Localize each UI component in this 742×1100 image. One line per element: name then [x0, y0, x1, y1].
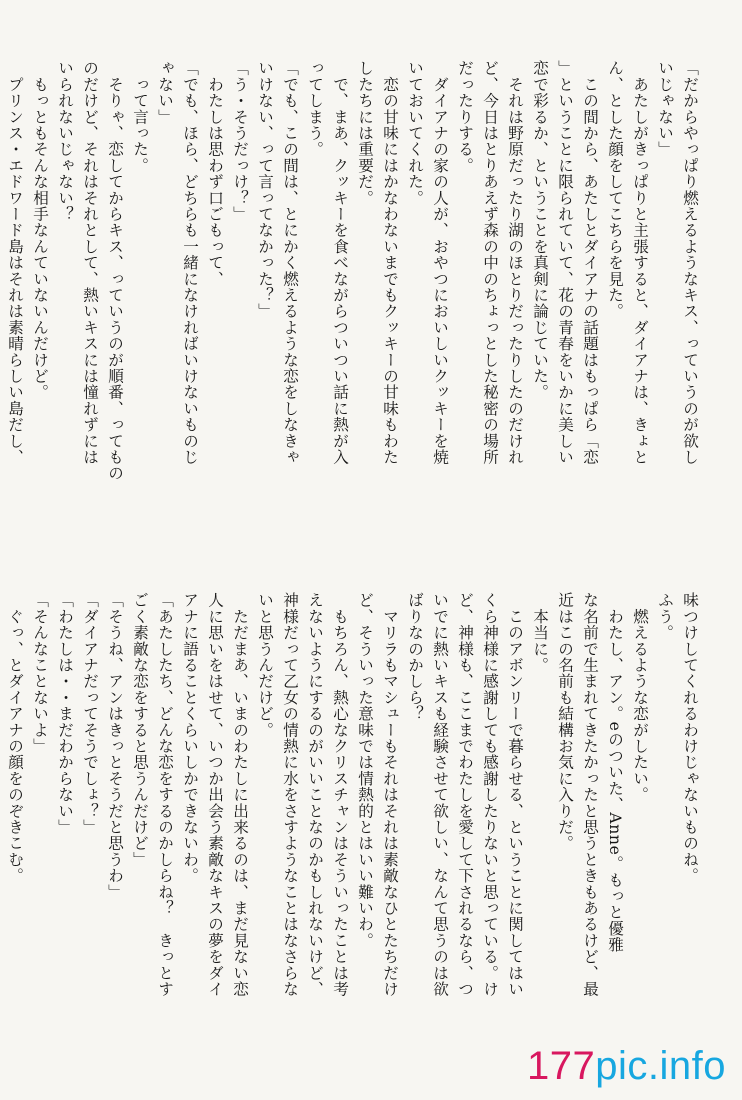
text-column: くら神様に感謝しても感謝したりないと思っている。け [481, 592, 499, 997]
text-column: 恋の甘味にはかなわないまでもクッキーの甘味もわた [381, 60, 399, 465]
text-column: 「そんなことないよ」 [31, 592, 49, 754]
watermark-domain: pic.info [595, 1044, 726, 1088]
text-column: ぐっ、とダイアナの顔をのぞきこむ。 [6, 592, 24, 884]
text-column: ごく素敵な恋をすると思うんだけど」 [131, 592, 149, 868]
text-column [0, 592, 2, 1007]
text-column: 本当に。 [531, 592, 549, 673]
text-column: 近はこの名前も結構お気に入りだ。 [556, 592, 574, 852]
text-column: 「あたしたち、どんな恋をするのかしらね？ きっとす [156, 592, 174, 997]
text-column: そりゃ、恋してからキス、っていうのが順番、ってもの [106, 60, 124, 482]
text-column: いじゃない」 [656, 60, 674, 158]
text-column: ど、そういった意味では情熱的とはいい難いわ。 [356, 592, 374, 949]
text-column: ダイアナの家の人が、おやつにおいしいクッキーを焼 [431, 60, 449, 465]
text-column: 「ダイアナだってそうでしょ？」 [81, 592, 99, 835]
text-column: ただまあ、いまのわたしに出来るのは、まだ見ない恋 [231, 592, 249, 997]
text-column: わたしは思わず口ごもって、 [206, 60, 224, 287]
text-column: だったりする。 [456, 60, 474, 174]
text-column: したちには重要だ。 [356, 60, 374, 206]
text-column: いておいてくれた。 [406, 60, 424, 206]
text-column: で、まあ、クッキーを食べながらついつい話に熱が入 [331, 60, 349, 465]
text-column: のだけど、それはそれとして、熱いキスには憧れずには [81, 60, 99, 465]
lower-text-block [6, 592, 702, 1007]
text-column: 「でも、この間は、とにかく燃えるような恋をしなきゃ [281, 60, 299, 465]
text-column: えないようにするのがいいことなのかもしれないけど、 [306, 592, 324, 997]
text-column: 燃えるような恋がしたい。 [631, 592, 649, 803]
text-column: ゃない」 [156, 60, 174, 125]
text-column: わたし、アン。eのついた、Anne。もっと優雅 [606, 592, 624, 953]
text-column: 「そうね、アンはきっとそうだと思うわ」 [106, 592, 124, 900]
text-column: いでに熱いキスも経験させて欲しい、なんて思うのは欲 [431, 592, 449, 997]
text-column: それは野原だったり湖のほとりだったりしたのだけれ [506, 60, 524, 465]
text-column: この間から、あたしとダイアナの話題はもっぱら「恋 [581, 60, 599, 465]
text-column: ど、神様も、ここまでわたしを愛して下されるなら、つ [456, 592, 474, 997]
text-column: 人に思いをはせて、いつか出会う素敵なキスの夢をダイ [206, 592, 224, 997]
text-column: ばりなのかしら？ [406, 592, 424, 722]
text-column: あたしがきっぱりと主張すると、ダイアナは、きょと [631, 60, 649, 465]
text-column: 」ということに限られていて、花の青春をいかに美しい [556, 60, 574, 465]
text-column: 神様だって乙女の情熱に水をさすようなことはなさらな [281, 592, 299, 997]
text-column [0, 60, 2, 510]
watermark-digits: 177 [527, 1044, 596, 1088]
text-column: 「わたしは・・まだわからない」 [56, 592, 74, 835]
text-column: もちろん、熱心なクリスチャンはそういったことは考 [331, 592, 349, 997]
text-column: 恋で彩るか、ということを真剣に論じていた。 [531, 60, 549, 401]
text-column: ふう。 [656, 592, 674, 641]
text-column: 「だからやっぱり燃えるようなキス、っていうのが欲し [681, 60, 699, 465]
text-column: って言った。 [131, 60, 149, 174]
text-column: もっともそんな相手なんていないんだけど。 [31, 60, 49, 401]
text-column: いと思うんだけど。 [256, 592, 274, 738]
text-column: アナに語ることくらいしかできないわ。 [181, 592, 199, 884]
text-column: このアボンリーで暮らせる、ということに関してはい [506, 592, 524, 997]
site-watermark [527, 1046, 726, 1086]
text-column: マリラもマシューもそれはそれは素敵なひとたちだけ [381, 592, 399, 997]
text-column: 「う・そうだっけ？」 [231, 60, 249, 222]
text-column: いられないじゃない？ [56, 60, 74, 222]
text-column: 「でも、ほら、どちらも一緒になければいけないものじ [181, 60, 199, 465]
upper-text-block [6, 60, 702, 510]
text-column: ど、今日はとりあえず森の中のちょっとした秘密の場所 [481, 60, 499, 465]
text-column: プリンス・エドワード島はそれは素晴らしい島だし、 [6, 60, 24, 465]
text-column: な名前で生まれてきたかったと思うときもあるけど、最 [581, 592, 599, 997]
text-column: ってしまう。 [306, 60, 324, 158]
text-column: いけない、って言ってなかった？」 [256, 60, 274, 320]
text-column: 味つけしてくれるわけじゃないものね。 [681, 592, 699, 884]
text-column: ん、とした顔をしてこちらを見た。 [606, 60, 624, 320]
